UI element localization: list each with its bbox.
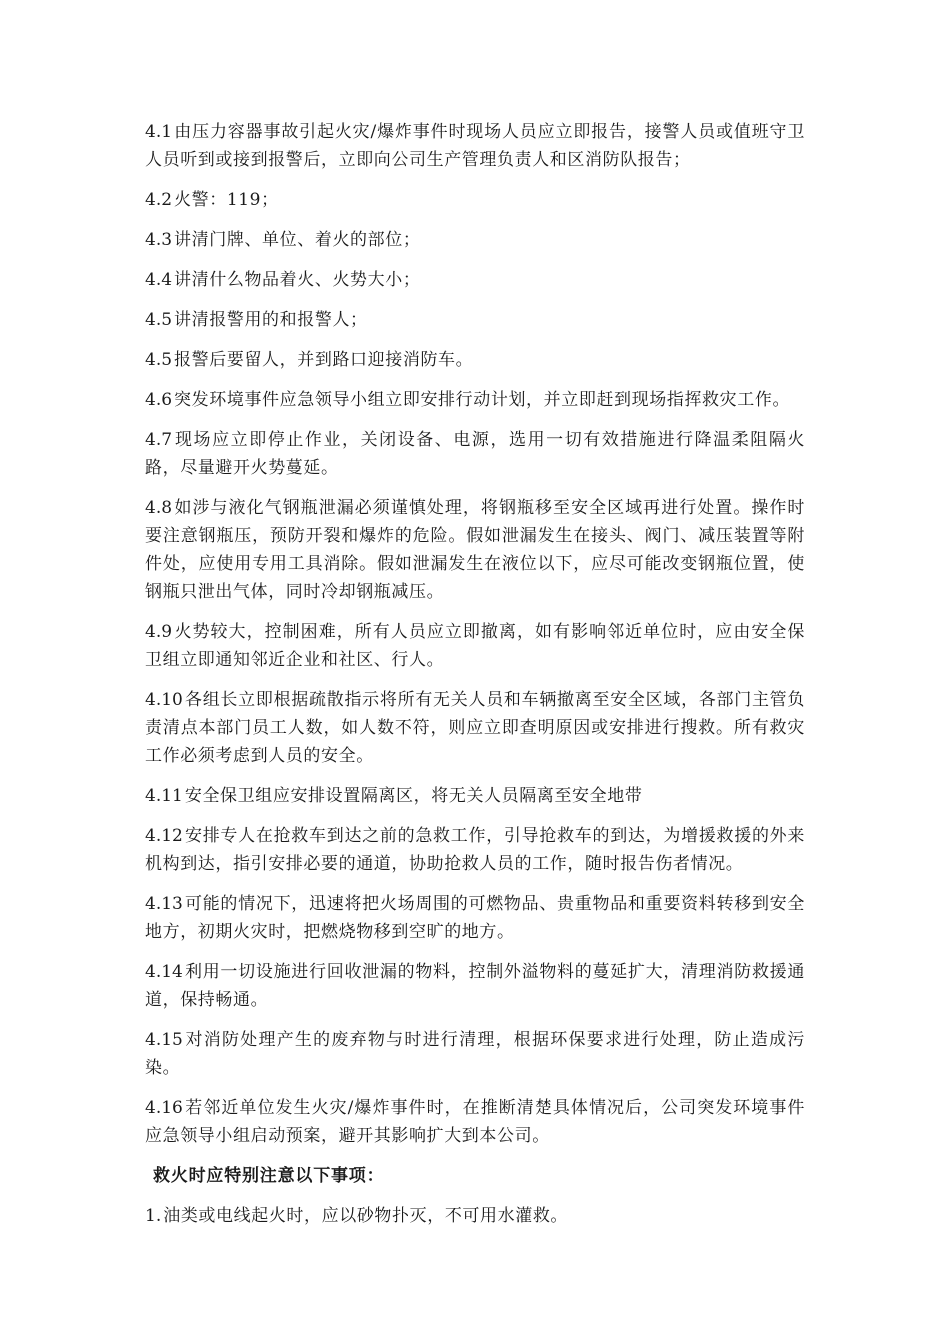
paragraph-4-5-b xyxy=(145,346,805,374)
paragraph-text: 讲清报警用的和报警人； xyxy=(174,310,368,330)
paragraph-text: 突发环境事件应急领导小组立即安排行动计划，并立即赶到现场指挥救灾工作。 xyxy=(174,390,791,410)
paragraph-number: 4.14 xyxy=(145,962,183,982)
paragraph-number: 4.5 xyxy=(145,310,173,330)
paragraph-text: 火势较大，控制困难，所有人员应立即撤离，如有影响邻近单位时，应由安全保卫组立即通知邻近企业和社区、行人。 xyxy=(145,622,805,670)
paragraph-number: 4.12 xyxy=(145,826,183,846)
paragraph-number: 4.9 xyxy=(145,622,173,642)
paragraph-4-1 xyxy=(145,118,805,174)
paragraph-text: 各组长立即根据疏散指示将所有无关人员和车辆撤离至安全区域，各部门主管负责清点本部门员工人数，如人数不符，则应立即查明原因或安排进行搜救。所有救灾工作必须考虑到人员的安全。 xyxy=(145,690,805,766)
paragraph-4-11 xyxy=(145,782,805,810)
paragraph-4-15 xyxy=(145,1026,805,1082)
paragraph-text: 讲清什么物品着火、火势大小； xyxy=(174,270,421,290)
paragraph-4-10 xyxy=(145,686,805,770)
note-text: 油类或电线起火时，应以砂物扑灭，不可用水灌救。 xyxy=(163,1206,569,1226)
paragraph-text: 报警后要留人，并到路口迎接消防车。 xyxy=(174,350,474,370)
paragraph-text: 现场应立即停止作业，关闭设备、电源，选用一切有效措施进行降温柔阻隔火路，尽量避开火势蔓延。 xyxy=(145,430,805,478)
note-item-1 xyxy=(145,1202,805,1230)
document-body xyxy=(145,118,805,1242)
paragraph-4-16 xyxy=(145,1094,805,1150)
paragraph-text: 如涉与液化气钢瓶泄漏必须谨慎处理，将钢瓶移至安全区域再进行处置。操作时要注意钢瓶压，预防开裂和爆炸的危险。假如泄漏发生在接头、阀门、减压装置等附件处，应使用专用工具消除。假如泄漏发生在液位以下，应尽可能改变钢瓶位置，使钢瓶只泄出气体，同时冷却钢瓶减压。 xyxy=(145,498,805,602)
paragraph-number: 4.1 xyxy=(145,122,173,142)
paragraph-number: 4.15 xyxy=(145,1030,183,1050)
paragraph-text: 安全保卫组应安排设置隔离区，将无关人员隔离至安全地带 xyxy=(184,786,643,806)
paragraph-number: 4.4 xyxy=(145,270,173,290)
paragraph-number: 4.5 xyxy=(145,350,173,370)
paragraph-text: 可能的情况下，迅速将把火场周围的可燃物品、贵重物品和重要资料转移到安全地方，初期火灾时，把燃烧物移到空旷的地方。 xyxy=(145,894,805,942)
paragraph-text: 安排专人在抢救车到达之前的急救工作，引导抢救车的到达，为增援救援的外来机构到达，指引安排必要的通道，协助抢救人员的工作，随时报告伤者情况。 xyxy=(145,826,805,874)
section-heading: 救火时应特别注意以下事项： xyxy=(153,1166,385,1186)
paragraph-4-14 xyxy=(145,958,805,1014)
paragraph-4-8 xyxy=(145,494,805,606)
paragraph-number: 4.13 xyxy=(145,894,183,914)
paragraph-4-6 xyxy=(145,386,805,414)
paragraph-number: 4.2 xyxy=(145,190,173,210)
paragraph-text: 对消防处理产生的废弃物与时进行清理，根据环保要求进行处理，防止造成污染。 xyxy=(145,1030,805,1078)
paragraph-text: 讲清门牌、单位、着火的部位； xyxy=(174,230,421,250)
paragraph-number: 4.7 xyxy=(145,430,173,450)
paragraph-text: 火警：119； xyxy=(174,190,279,210)
paragraph-4-7 xyxy=(145,426,805,482)
paragraph-text: 利用一切设施进行回收泄漏的物料，控制外溢物料的蔓延扩大，清理消防救援通道，保持畅通。 xyxy=(145,962,805,1010)
paragraph-4-13 xyxy=(145,890,805,946)
paragraph-4-5-a xyxy=(145,306,805,334)
paragraph-number: 4.3 xyxy=(145,230,173,250)
paragraph-4-3 xyxy=(145,226,805,254)
paragraph-number: 4.10 xyxy=(145,690,183,710)
paragraph-4-2 xyxy=(145,186,805,214)
paragraph-number: 4.6 xyxy=(145,390,173,410)
paragraph-number: 4.16 xyxy=(145,1098,183,1118)
paragraph-4-12 xyxy=(145,822,805,878)
paragraph-4-4 xyxy=(145,266,805,294)
paragraph-number: 4.8 xyxy=(145,498,173,518)
paragraph-text: 若邻近单位发生火灾/爆炸事件时，在推断清楚具体情况后，公司突发环境事件应急领导小组启动预案，避开其影响扩大到本公司。 xyxy=(145,1098,805,1146)
paragraph-4-9 xyxy=(145,618,805,674)
note-number: 1. xyxy=(145,1206,162,1226)
paragraph-text: 由压力容器事故引起火灾/爆炸事件时现场人员应立即报告，接警人员或值班守卫人员听到或接到报警后，立即向公司生产管理负责人和区消防队报告； xyxy=(145,122,805,170)
paragraph-number: 4.11 xyxy=(145,786,183,806)
